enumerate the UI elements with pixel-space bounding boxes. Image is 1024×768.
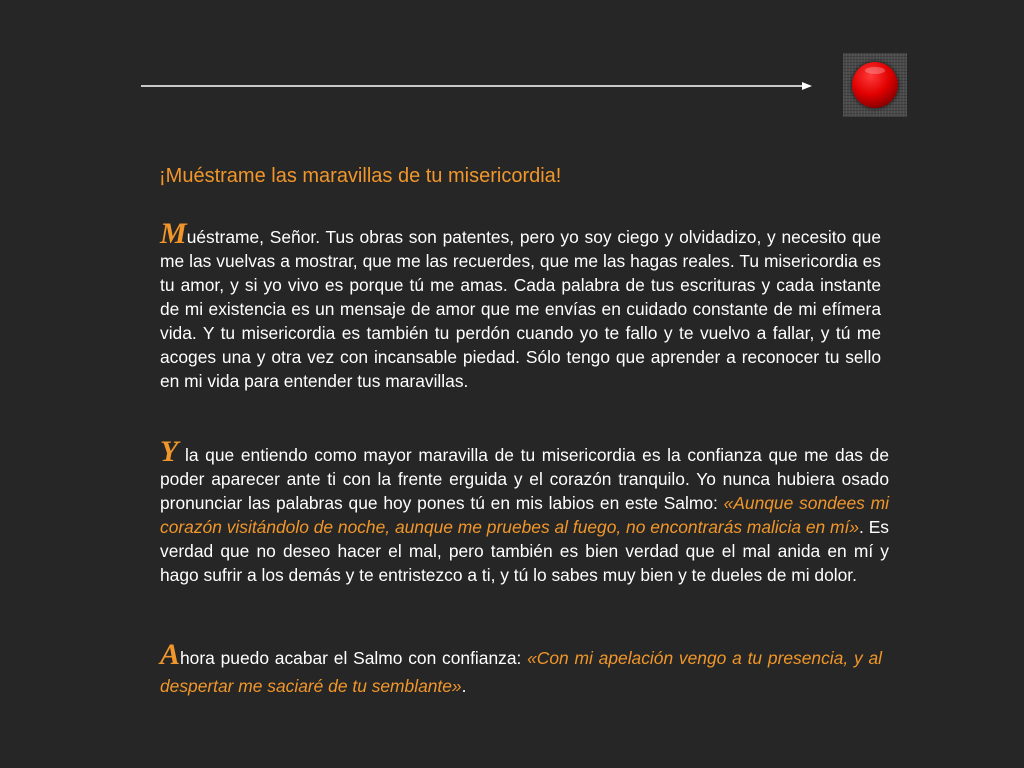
paragraph-3-text-before: hora puedo acabar el Salmo con confianza: — [180, 648, 528, 668]
paragraph-2 — [160, 435, 889, 587]
button-glare — [865, 67, 885, 74]
dropcap-3: A — [160, 638, 181, 671]
dropcap-2: Y — [160, 435, 179, 468]
paragraph-1-text: uéstrame, Señor. Tus obras son patentes, pero yo soy ciego y olvidadizo, y necesito que me las vuelvas a mostrar, que me las recuerdes, que me las hagas reales. Tu misericordia es tu amor, y si yo vivo es porque tú me amas. Cada palabra de tus escrituras y cada instante de mi existencia es un mensaje de amor que me envías en cuidado constante de mi efímera vida. Y tu misericordia es también tu perdón cuando yo te fallo y te vuelvo a fallar, y tú me acoges una y otra vez con incansable piedad. Sólo tengo que aprender a reconocer tu sello en mi vida para entender tus maravillas. — [160, 227, 881, 391]
paragraph-3-text-after: . — [461, 676, 467, 696]
paragraph-2-text-before: la que entiendo como mayor maravilla de tu misericordia es la confianza que me das de poder aparecer ante ti con la frente erguida y el corazón tranquilo. Yo nunca hubiera osado pronunciar las palabras que hoy pones tú en mis labios en este Salmo: — [160, 445, 889, 513]
page-title: ¡Muéstrame las maravillas de tu misericordia! — [159, 165, 562, 187]
dropcap-1: M — [160, 217, 187, 250]
paragraph-2-text-after: . Es verdad que no deseo hacer el mal, pero también es bien verdad que el mal anida en mí y hago sufrir a los demás y te entristezco a ti, y tú lo sabes muy bien y te dueles de mi dolor. — [160, 517, 889, 585]
right-arrow-icon[interactable] — [140, 78, 815, 94]
paragraph-3 — [160, 638, 882, 700]
paragraph-1 — [160, 217, 881, 393]
red-stop-button[interactable] — [843, 53, 907, 117]
paragraph-2-quote: «Aunque sondees mi corazón visitándolo de noche, aunque me pruebes al fuego, no encontrarás malicia en mí» — [160, 493, 889, 537]
paragraph-3-quote: «Con mi apelación vengo a tu presencia, y al despertar me saciaré de tu semblante» — [160, 648, 882, 696]
